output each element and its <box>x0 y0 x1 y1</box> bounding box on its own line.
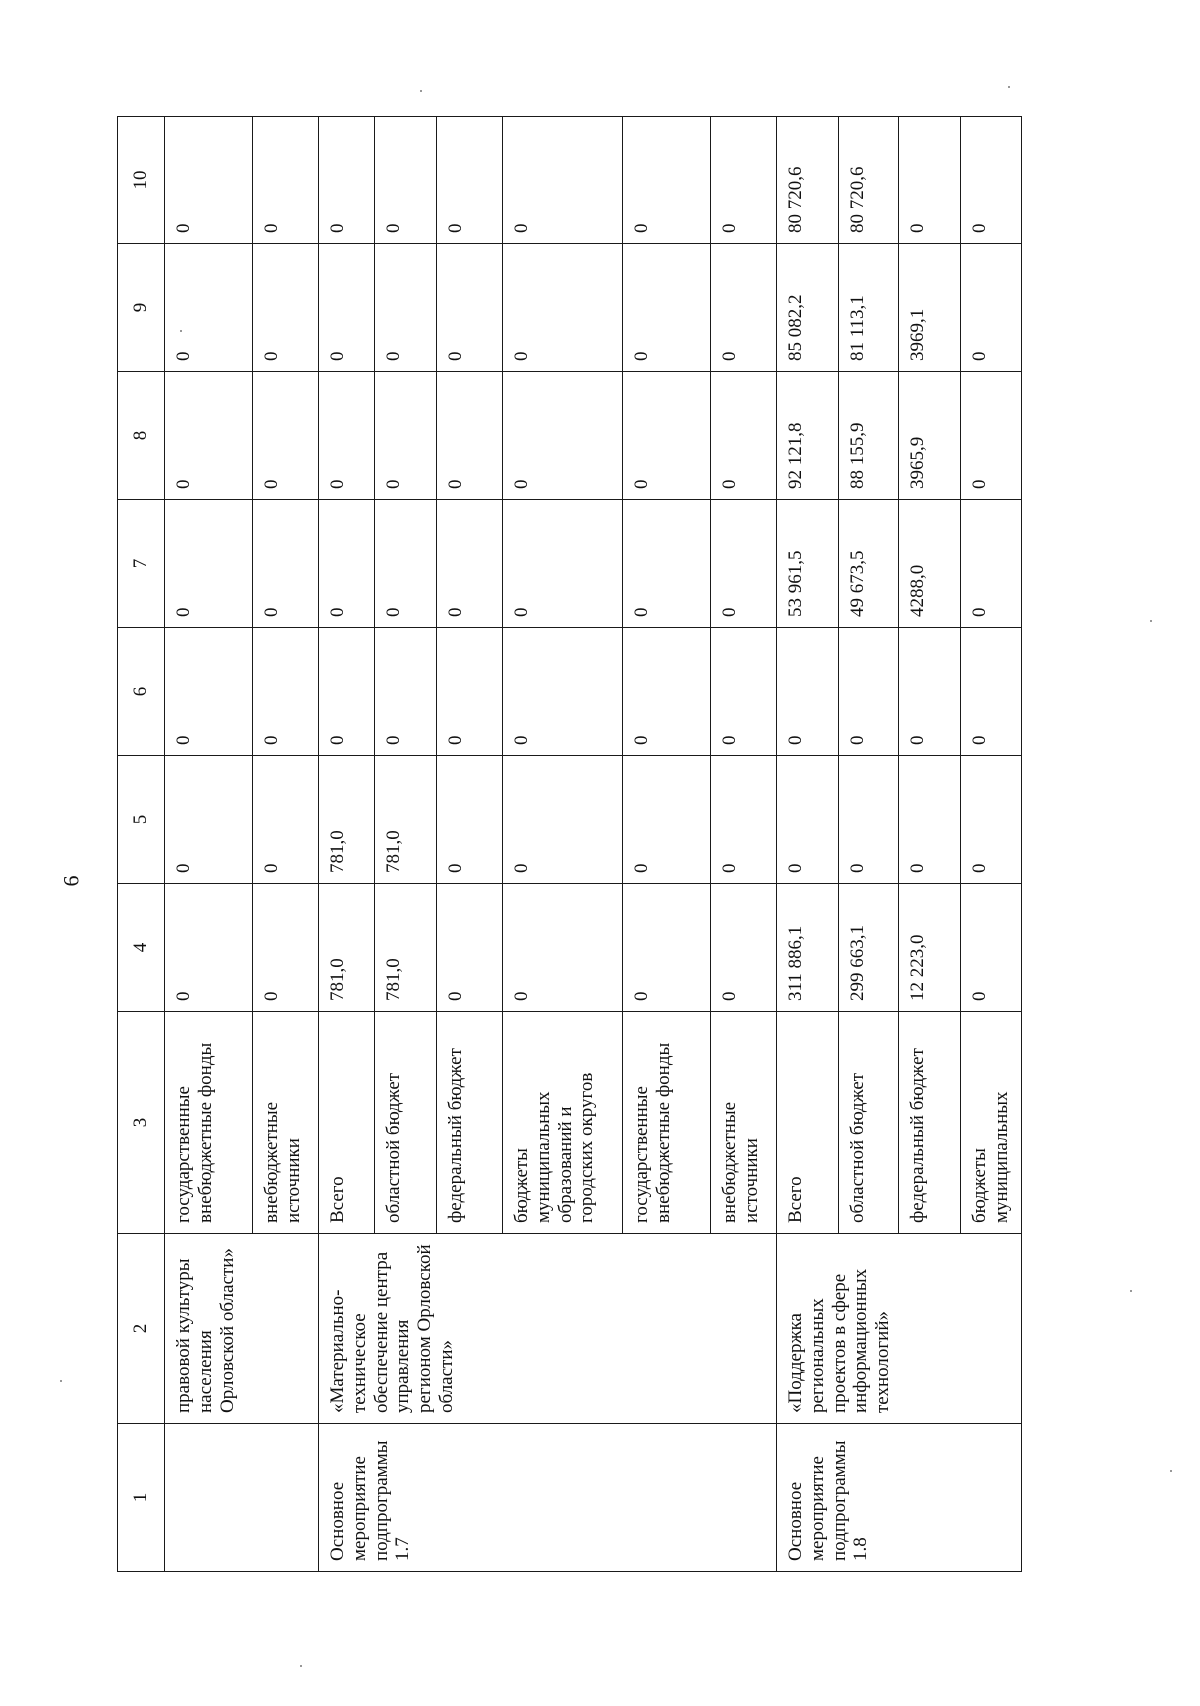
cell-value: 0 <box>960 500 1021 628</box>
cell-value: 0 <box>164 244 252 372</box>
cell-value: 4288,0 <box>898 500 960 628</box>
cell-value: 0 <box>318 628 374 756</box>
scan-speck <box>420 90 422 92</box>
cell-value: 0 <box>502 244 622 372</box>
scan-speck <box>1150 620 1152 622</box>
cell-value: 0 <box>164 117 252 244</box>
cell-value: 0 <box>436 756 502 884</box>
cell-value: 0 <box>898 117 960 244</box>
cell-value: 0 <box>164 372 252 500</box>
header-cell: 8 <box>118 372 165 500</box>
cell-value: 0 <box>318 244 374 372</box>
cell-value: 0 <box>252 628 318 756</box>
scan-speck <box>60 1380 62 1382</box>
cell-value: 12 223,0 <box>898 884 960 1012</box>
cell-value: 49 673,5 <box>838 500 898 628</box>
header-cell: 3 <box>118 1012 165 1234</box>
cell-value: 0 <box>164 884 252 1012</box>
cell-value: 3969,1 <box>898 244 960 372</box>
cell-value: 0 <box>710 884 776 1012</box>
cell-value: 0 <box>164 628 252 756</box>
cell-value: 0 <box>252 756 318 884</box>
cell-value: 53 961,5 <box>776 500 838 628</box>
cell-value: 0 <box>710 117 776 244</box>
cell-value: 0 <box>960 244 1021 372</box>
cell-source: внебюджетные источники <box>710 1012 776 1234</box>
cell-value: 0 <box>502 372 622 500</box>
cell-value: 0 <box>710 244 776 372</box>
scan-speck <box>300 1665 302 1667</box>
table-row <box>318 117 374 1572</box>
cell-value: 0 <box>502 756 622 884</box>
header-cell: 7 <box>118 500 165 628</box>
cell-value: 88 155,9 <box>838 372 898 500</box>
cell-value: 0 <box>710 500 776 628</box>
cell-value: 0 <box>436 884 502 1012</box>
cell-value: 0 <box>164 756 252 884</box>
cell-value: 0 <box>374 372 436 500</box>
cell-value: 0 <box>252 500 318 628</box>
cell-value: 0 <box>318 500 374 628</box>
scan-speck <box>1170 1470 1172 1472</box>
cell-source: внебюджетные источники <box>252 1012 318 1234</box>
cell-value: 0 <box>622 756 710 884</box>
cell-value: 0 <box>502 500 622 628</box>
cell-value: 0 <box>252 117 318 244</box>
cell-value: 0 <box>374 628 436 756</box>
cell-value: 80 720,6 <box>776 117 838 244</box>
cell-value: 0 <box>436 500 502 628</box>
cell-value: 0 <box>776 756 838 884</box>
cell-value: 0 <box>960 628 1021 756</box>
cell-value: 0 <box>622 500 710 628</box>
cell-value: 0 <box>252 884 318 1012</box>
cell-value: 0 <box>960 117 1021 244</box>
table-row <box>776 117 838 1572</box>
cell-value: 0 <box>622 628 710 756</box>
cell-value: 0 <box>164 500 252 628</box>
cell-source: областной бюджет <box>374 1012 436 1234</box>
cell-source: бюджеты муниципальных <box>960 1012 1021 1234</box>
cell-value: 0 <box>436 372 502 500</box>
header-cell: 2 <box>118 1234 165 1424</box>
table-row <box>164 117 252 1572</box>
cell-source: государственные внебюджетные фонды <box>622 1012 710 1234</box>
cell-event-type: Основное мероприятие подпрограммы 1.7 <box>318 1424 776 1572</box>
header-cell: 4 <box>118 884 165 1012</box>
cell-value: 0 <box>436 117 502 244</box>
cell-event-name: «Поддержка региональных проектов в сфере информационных технологий» <box>776 1234 1021 1424</box>
cell-value: 0 <box>898 756 960 884</box>
cell-value: 0 <box>374 500 436 628</box>
cell-source: бюджеты муниципальных образований и городских округов <box>502 1012 622 1234</box>
cell-value: 80 720,6 <box>838 117 898 244</box>
cell-value: 0 <box>622 117 710 244</box>
cell-event-type: Основное мероприятие подпрограммы 1.8 <box>776 1424 1021 1572</box>
cell-value: 81 113,1 <box>838 244 898 372</box>
header-cell: 9 <box>118 244 165 372</box>
budget-table <box>117 116 1022 1572</box>
cell-value: 0 <box>898 628 960 756</box>
cell-value: 0 <box>622 244 710 372</box>
cell-value: 0 <box>622 884 710 1012</box>
cell-value: 0 <box>318 372 374 500</box>
cell-value: 0 <box>252 244 318 372</box>
cell-source: федеральный бюджет <box>436 1012 502 1234</box>
header-cell: 1 <box>118 1424 165 1572</box>
cell-value: 0 <box>710 756 776 884</box>
cell-value: 0 <box>960 884 1021 1012</box>
cell-source: федеральный бюджет <box>898 1012 960 1234</box>
cell-value: 0 <box>710 628 776 756</box>
header-cell: 10 <box>118 117 165 244</box>
header-cell: 5 <box>118 756 165 884</box>
cell-value: 311 886,1 <box>776 884 838 1012</box>
cell-value: 0 <box>838 628 898 756</box>
cell-value: 781,0 <box>374 884 436 1012</box>
cell-event-name: «Материально-техническое обеспечение центра управления регионом Орловской области» <box>318 1234 776 1424</box>
cell-value: 0 <box>960 372 1021 500</box>
cell-value: 781,0 <box>374 756 436 884</box>
cell-source: областной бюджет <box>838 1012 898 1234</box>
cell-value: 0 <box>318 117 374 244</box>
cell-value: 781,0 <box>318 756 374 884</box>
cell-value: 0 <box>502 628 622 756</box>
cell-value: 299 663,1 <box>838 884 898 1012</box>
cell-value: 0 <box>710 372 776 500</box>
scan-speck <box>180 330 182 332</box>
cell-value: 0 <box>502 884 622 1012</box>
header-cell: 6 <box>118 628 165 756</box>
cell-value: 0 <box>252 372 318 500</box>
cell-value: 781,0 <box>318 884 374 1012</box>
cell-value: 0 <box>436 244 502 372</box>
cell-value: 92 121,8 <box>776 372 838 500</box>
rotated-table-container <box>117 117 1082 1572</box>
cell-value: 0 <box>622 372 710 500</box>
cell-event-name: правовой культуры населения Орловской области» <box>164 1234 318 1424</box>
cell-value: 0 <box>776 628 838 756</box>
page-number: 6 <box>58 875 84 887</box>
cell-value: 0 <box>374 244 436 372</box>
cell-event-type <box>164 1424 318 1572</box>
cell-value: 0 <box>436 628 502 756</box>
cell-value: 0 <box>838 756 898 884</box>
scan-speck <box>1130 1290 1132 1292</box>
cell-source: Всего <box>776 1012 838 1234</box>
cell-value: 0 <box>960 756 1021 884</box>
cell-source: Всего <box>318 1012 374 1234</box>
cell-value: 3965,9 <box>898 372 960 500</box>
cell-value: 0 <box>374 117 436 244</box>
header-row <box>118 117 165 1572</box>
scan-speck <box>1008 86 1010 88</box>
cell-value: 0 <box>502 117 622 244</box>
cell-value: 85 082,2 <box>776 244 838 372</box>
cell-source: государственные внебюджетные фонды <box>164 1012 252 1234</box>
